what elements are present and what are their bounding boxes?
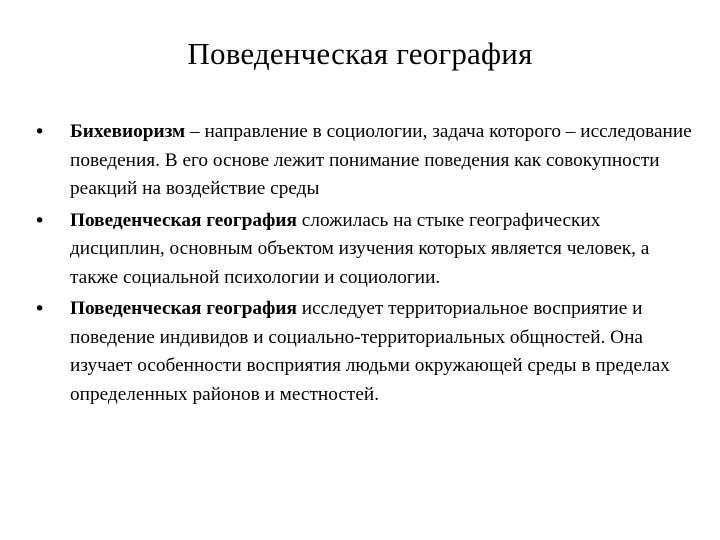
bullet-term: Поведенческая география [70, 209, 297, 231]
bullet-list [34, 118, 696, 412]
bullet-term: Поведенческая география [70, 298, 297, 319]
bullet-item [34, 295, 696, 409]
bullet-dot-icon: • [34, 209, 46, 232]
bullet-dot-icon: • [34, 298, 46, 320]
bullet-dot-icon: • [34, 121, 46, 143]
bullet-item [34, 118, 696, 204]
bullet-term: Бихевиоризм [70, 121, 186, 142]
bullet-item [34, 207, 696, 293]
bullet-text: исследует территориальное восприятие и поведение индивидов и социально-территориальных общностей. Она изучает особенности восприятия людьми окружающей среды в пределах определенных районов и местностей. [70, 298, 670, 405]
bullet-text: – направление в социологии, задача которого – исследование поведения. В его основе лежит понимание поведения как совокупности реакций на воздействие среды [70, 121, 692, 199]
bullet-text: сложилась на стыке географических дисциплин, основным объектом изучения которых является человек, а также социальной психологии и социологии. [70, 209, 650, 288]
slide-title: Поведенческая география [187, 36, 533, 71]
